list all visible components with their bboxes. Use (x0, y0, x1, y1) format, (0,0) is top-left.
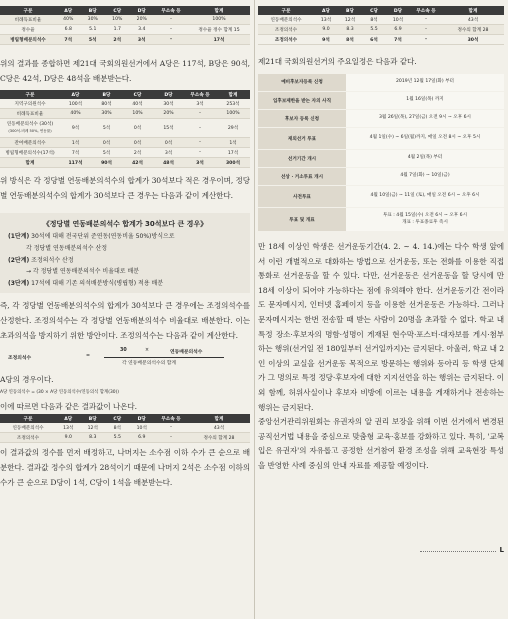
header-cell: 무소속 등 (154, 414, 188, 423)
table-cell: 7석 (60, 148, 91, 158)
header-cell: B당 (338, 6, 362, 15)
paragraph: 중앙선거관리위원회는 유권자의 알 권리 보장을 위해 이번 선거에서 변경된 공직선거법 내용을 중심으로 맞춤형 교육·홍보를 강화하고 있다. 특히, '교복 입은 유권자'의 자유롭고 공정한 선거참여 환경 조성을 위해 교육현장 특성을 반영한 사례 중심의 안내 자료를 제공할 예정이다. (258, 417, 504, 470)
right-table (258, 6, 504, 45)
table-cell: – (184, 148, 216, 158)
table-cell: 90석 (91, 158, 122, 168)
column-divider (254, 0, 255, 619)
table-row (0, 119, 250, 138)
info-box-line (8, 266, 242, 278)
paragraph: 이에 따르면 다음과 같은 결과값이 나온다. (0, 401, 137, 411)
schedule-key: 후보자 등록 신청 (258, 110, 346, 128)
schedule-row (258, 128, 504, 150)
schedule-value-line: 개표 : 투표종료후 즉시 (402, 219, 448, 225)
row-sublabel: (300석-비례 50%, 연동률) (8, 128, 52, 133)
header-cell: 무소속 등 (410, 6, 442, 15)
table-cell: 40% (60, 109, 91, 119)
formula-label: 조정의석수 (8, 356, 32, 362)
paragraph: 위의 결과를 종합하면 제21대 국회의원선거에서 A당은 117석, B당은 90석, C당은 42석, D당은 48석을 배분받는다. (0, 59, 250, 83)
step-label: (3단계) (8, 279, 30, 287)
table-row (0, 25, 250, 35)
schedule-value (346, 168, 504, 186)
table-row (258, 35, 504, 45)
table-cell: 20% (153, 109, 184, 119)
table-cell: 29석 (216, 119, 250, 138)
schedule-value (346, 208, 504, 232)
header-cell: A당 (314, 6, 338, 15)
table-cell: 정수율 (0, 25, 56, 35)
table-cell: 12석 (338, 15, 362, 25)
table-cell: 13석 (314, 15, 338, 25)
formula-times: × (145, 348, 150, 354)
election-schedule-table (258, 74, 504, 233)
table-row (0, 148, 250, 158)
table-cell: 5.5 (105, 433, 130, 443)
table-cell: 9.0 (314, 25, 338, 35)
table-cell: 8.3 (338, 25, 362, 35)
table-cell: 100% (216, 109, 250, 119)
table-cell: 10% (105, 15, 130, 25)
right-column (258, 0, 504, 474)
table-cell: 3석 (130, 35, 155, 45)
table-cell: 병립형배분의석수(17석) (0, 148, 60, 158)
table-cell: – (410, 15, 442, 25)
info-box-title: 《정당별 연동배분의석수 합계가 30석보다 큰 경우》 (42, 220, 208, 229)
table-header (258, 6, 504, 15)
table-cell: 48석 (153, 158, 184, 168)
schedule-value-line: 3월 26일(목), 27일(금) 오전 9시 ~ 오후 6시 (379, 115, 471, 121)
formula-numerator-a: 30 (120, 348, 127, 354)
step-text: 17석에 대해 기존 의석배분방식(병립형) 적용 배분 (29, 279, 164, 287)
table-cell: 40석 (122, 99, 153, 109)
table-cell: 2석 (122, 148, 153, 158)
table-cell: 15석 (153, 119, 184, 138)
header-cell: 무소속 등 (154, 6, 188, 15)
info-box-line (8, 231, 242, 243)
table-cell: 5석 (91, 119, 122, 138)
step-label: (2단계) (8, 256, 30, 264)
step-text: 조정의석수 산정 (29, 256, 74, 264)
info-box (0, 213, 250, 293)
header-cell: 구분 (258, 6, 314, 15)
table-cell: 5.5 (362, 25, 386, 35)
header-cell: A당 (56, 6, 81, 15)
table-row (0, 158, 250, 168)
table-cell: 잔여배분의석수 (0, 138, 60, 148)
header-cell: C당 (362, 6, 386, 15)
table-cell: 0석 (153, 138, 184, 148)
info-box-line (8, 243, 242, 255)
row-label: 연동배분의석수 (30석) (6, 121, 54, 127)
info-box-line (8, 255, 242, 267)
schedule-key: 예비후보자등록 신청 (258, 74, 346, 92)
schedule-value (346, 128, 504, 150)
table-cell: 300석 (216, 158, 250, 168)
seat-summary-table (0, 90, 250, 168)
table-cell: 8석 (338, 35, 362, 45)
table-cell: 0석 (122, 138, 153, 148)
table-cell: – (184, 109, 216, 119)
schedule-key: 투표 및 개표 (258, 208, 346, 232)
table-cell: 연동배분의석수 (258, 15, 314, 25)
table-cell: 비례득표비율 (0, 15, 56, 25)
table-cell (0, 119, 60, 138)
table-cell: 7석 (56, 35, 81, 45)
left-column (0, 0, 250, 490)
table-cell: – (410, 35, 442, 45)
table-row (0, 15, 250, 25)
table-cell: 43석 (442, 15, 504, 25)
info-box-line (8, 278, 242, 290)
paragraph: 위 방식은 각 정당별 연동배분의석수의 합계가 30석보다 적은 경우이며, 정당별 연동배분의석수의 합계가 30석보다 큰 경우는 다음과 같이 계산한다. (0, 176, 250, 200)
table-cell: – (154, 35, 188, 45)
table-cell: 12석 (81, 423, 106, 433)
formula-numerator-b: 연동배분의석수 (170, 350, 203, 356)
schedule-key: 선상 · 거소투표 개시 (258, 168, 346, 186)
step-text: 각 정당별 연동배분의석수 산정 (26, 244, 108, 252)
schedule-value-line: 4월 1일(수) ~ 6일(월)까지, 매일 오전 8시 ~ 오후 5시 (369, 135, 481, 141)
top-table (0, 6, 250, 45)
formula-equals: = (86, 354, 91, 360)
table-cell: 조정의석수 (0, 433, 56, 443)
table-cell: 연동배분의석수 (0, 423, 56, 433)
header-cell: A당 (56, 414, 81, 423)
table-cell: 8.3 (81, 433, 106, 443)
table-cell: 정수의 합계 28 (442, 25, 504, 35)
table-cell: – (184, 119, 216, 138)
table-cell: 6석 (362, 35, 386, 45)
paragraph: 이 결과값의 정수를 먼저 배정하고, 나머지는 소수점 이하 수가 큰 순으로 배분한다. 결과값 정수의 합계가 28석이기 때문에 나머지 2석은 소수점 이하의 수가 큰 순으로 D당이 1석, C당이 1석을 배분받는다. (0, 448, 250, 487)
table-cell: 지역구의원석수 (0, 99, 60, 109)
step-label: (1단계) (8, 233, 30, 241)
schedule-value-line: 4월 7일(화) ~ 10일(금) (400, 173, 450, 179)
table-cell: 253석 (216, 99, 250, 109)
table-cell: 8석 (105, 423, 130, 433)
table-row (0, 99, 250, 109)
table-row (258, 15, 504, 25)
schedule-value (346, 150, 504, 168)
header-cell: C당 (122, 90, 153, 99)
table-cell: 5석 (91, 148, 122, 158)
table-cell: 병립형배분의석수 (0, 35, 56, 45)
table-cell: 7석 (386, 35, 410, 45)
paragraph: A당의 경우이다. (0, 375, 54, 385)
top-table-header (0, 6, 250, 15)
table-cell: – (410, 25, 442, 35)
table-row (0, 433, 250, 443)
header-cell: C당 (105, 414, 130, 423)
end-mark: L (499, 546, 504, 554)
table-row (0, 35, 250, 45)
table-cell: 6.9 (130, 433, 155, 443)
table-cell: 117석 (60, 158, 91, 168)
header-cell: 합계 (188, 414, 250, 423)
table-cell: 3.4 (130, 25, 155, 35)
schedule-value (346, 110, 504, 128)
schedule-row (258, 74, 504, 92)
header-cell: 합계 (188, 6, 250, 15)
table-cell: 9.0 (56, 433, 81, 443)
table-cell: 20% (130, 15, 155, 25)
table-cell: 3석 (184, 158, 216, 168)
header-cell: D당 (386, 6, 410, 15)
table-cell: 0석 (91, 138, 122, 148)
schedule-row (258, 92, 504, 110)
table-cell: 정수의 합계 28 (188, 433, 250, 443)
schedule-value (346, 186, 504, 208)
table-cell: – (154, 25, 188, 35)
schedule-row (258, 208, 504, 232)
table-cell: 조정의석수 (258, 25, 314, 35)
table-cell: – (154, 15, 188, 25)
step-text: 30석에 대해 전국단위 준연동(연동비율 50%)방식으로 (29, 233, 175, 241)
table-cell: 100석 (60, 99, 91, 109)
schedule-value-line: 1월 16일(목) 까지 (406, 97, 444, 103)
table-header (0, 90, 250, 99)
table-row (0, 138, 250, 148)
header-cell: C당 (105, 6, 130, 15)
schedule-value-line: 투표 : 4월 15일(수) 오전 6시 ~ 오후 6시 (382, 213, 468, 218)
table-header (0, 414, 250, 423)
schedule-key: 사전투표 (258, 186, 346, 208)
paragraph: 제21대 국회의원선거의 주요일정은 다음과 같다. (258, 57, 417, 66)
table-cell: 5.1 (81, 25, 106, 35)
header-cell: D당 (153, 90, 184, 99)
table-cell: 5석 (81, 35, 106, 45)
table-cell: 30% (81, 15, 106, 25)
table-cell: 30석 (153, 99, 184, 109)
adjusted-seat-table (0, 414, 250, 443)
table-cell: 3석 (184, 99, 216, 109)
paragraph: 만 18세 이상인 학생은 선거운동기간(4. 2. ~ 4. 14.)에는 다수 학생 앞에서 이런 개별적으로 대화하는 방법으로 선거운동, 또는 전화를 이용한 직접 통화로 선거운동을 할 수 있다. 다만, 선거운동은 선거운동을 할 당시에 만 18세 이상이 되어야 가능하다는 점에 유의해야 한다. 선거운동기간 전이라도 문자메시지, 인터넷 홈페이지 등을 이용한 선거운동은 가능하다. 그러나 문자메시지는 한번 전송할 때 받는 사람이 20명을 초과할 수 없다. 학교 내 특정 장소·후보자의 명함·성명이 게재된 현수막·포스터·대자보를 게시·첨부하는 행위(선거일 전 180일부터 선거일까지)는 금지된다. 아울러, 학교 내 2인 이상의 교실을 선거운동 목적으로 방문하는 행위와 동아리 등 학생 단체가 그 명의로 특정 정당·후보자에 대한 지지선언을 하는 행위는 금지된다. 이외 함께, 허위사실이나 후보자 비방에 이르는 내용을 게재하거나 전송하는 행위는 금지된다. (258, 242, 504, 412)
table-cell: 30% (91, 109, 122, 119)
header-cell: B당 (91, 90, 122, 99)
formula-note: A당 연동의석수 = (30 × A당 연동의석수/연동의석 합계(30)) (0, 389, 119, 395)
header-cell: 구분 (0, 90, 60, 99)
table-cell: 100% (188, 15, 250, 25)
header-cell: B당 (81, 6, 106, 15)
table-cell: 9석 (60, 119, 91, 138)
table-cell: 정수율 정수 합계 15 (188, 25, 250, 35)
fraction-bar (104, 357, 224, 358)
formula-denominator: 각 연동배분의석수의 합계 (122, 361, 177, 367)
schedule-value-line: 4월 10일(금) ~ 11일 (토), 매일 오전 6시 ~ 오후 6시 (370, 193, 480, 199)
table-row (258, 25, 504, 35)
header-cell: 구분 (0, 6, 56, 15)
header-cell: 합계 (442, 6, 504, 15)
schedule-row (258, 186, 504, 208)
table-cell: 1석 (216, 138, 250, 148)
schedule-value (346, 74, 504, 92)
table-cell: 1.7 (105, 25, 130, 35)
header-cell: D당 (130, 6, 155, 15)
schedule-key: 입후보제한을 받는 자의 사직 (258, 92, 346, 110)
schedule-row (258, 150, 504, 168)
schedule-key: 선거기간 개시 (258, 150, 346, 168)
schedule-value (346, 92, 504, 110)
header-cell: 합계 (216, 90, 250, 99)
table-cell: 17석 (216, 148, 250, 158)
table-cell: 6.8 (56, 25, 81, 35)
header-cell: A당 (60, 90, 91, 99)
table-cell: 2석 (105, 35, 130, 45)
table-cell: 9석 (314, 35, 338, 45)
table-cell: 합계 (0, 158, 60, 168)
header-cell: 구분 (0, 414, 56, 423)
end-rule (420, 551, 496, 552)
table-cell: 1석 (60, 138, 91, 148)
table-cell: 42석 (122, 158, 153, 168)
table-cell: 10석 (386, 15, 410, 25)
table-cell: 조정의석수 (258, 35, 314, 45)
table-cell: – (154, 433, 188, 443)
table-cell: 30석 (442, 35, 504, 45)
header-cell: D당 (130, 414, 155, 423)
table-cell: 10% (122, 109, 153, 119)
table-cell: 17석 (188, 35, 250, 45)
paragraph: 즉, 각 정당별 연동배분의석수의 합계가 30석보다 큰 경우에는 조정의석수를 산정한다. 조정의석수는 각 정당별 연동배분의석수 비율대로 배분한다. 이는 초과의석을 방지하기 위한 방안이다. 조정의석수는 다음과 같이 계산한다. (0, 301, 250, 340)
table-cell: 13석 (56, 423, 81, 433)
table-row (0, 423, 250, 433)
table-cell: 40% (56, 15, 81, 25)
table-cell: 비례득표비율 (0, 109, 60, 119)
header-cell: 무소속 등 (184, 90, 216, 99)
formula (0, 347, 250, 369)
header-cell: B당 (81, 414, 106, 423)
table-cell: 10석 (130, 423, 155, 433)
schedule-key: 재외선거 투표 (258, 128, 346, 150)
table-row (0, 109, 250, 119)
schedule-value-line: 4월 2일(목) 부터 (407, 155, 443, 161)
table-cell: 43석 (188, 423, 250, 433)
table-cell: 8석 (362, 15, 386, 25)
table-cell: 6.9 (386, 25, 410, 35)
table-cell: – (154, 423, 188, 433)
table-cell: 80석 (91, 99, 122, 109)
table-cell: 3석 (153, 148, 184, 158)
table-cell: – (184, 138, 216, 148)
schedule-value-line: 2019년 12월 17일(화) 부터 (396, 79, 454, 85)
table-cell: 0석 (122, 119, 153, 138)
schedule-row (258, 168, 504, 186)
schedule-row (258, 110, 504, 128)
step-text: → 각 정당별 연동배분의석수 비율대로 배분 (26, 268, 140, 276)
